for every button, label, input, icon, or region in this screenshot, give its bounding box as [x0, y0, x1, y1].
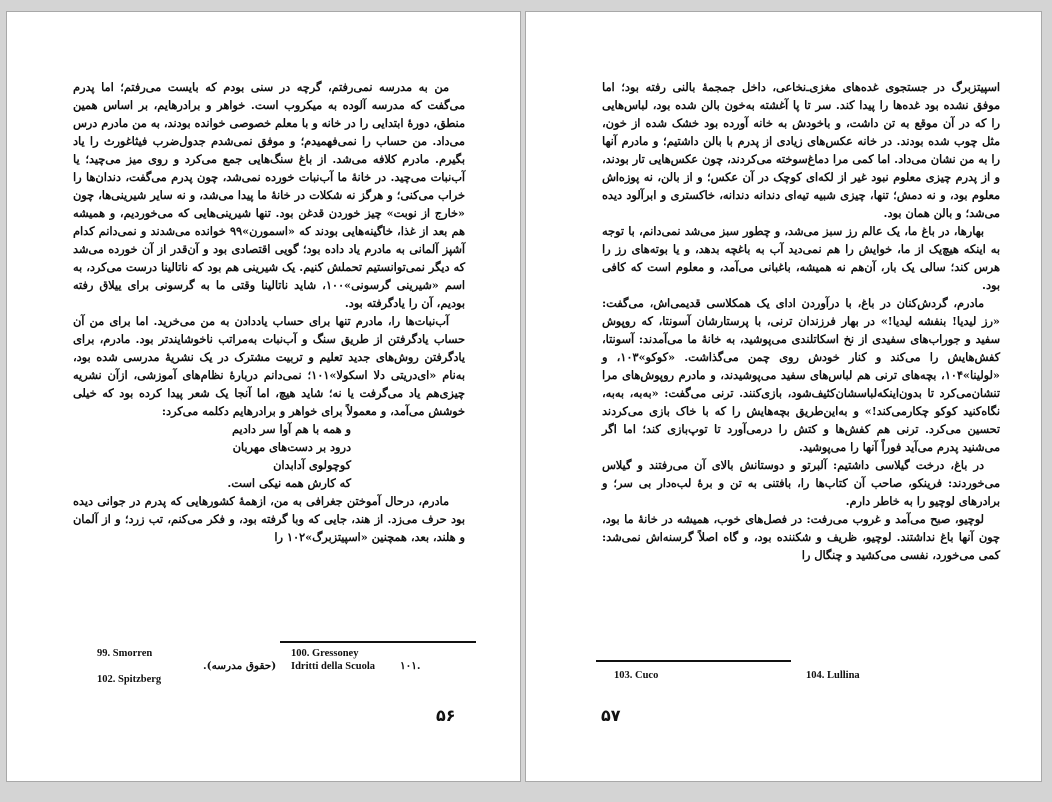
- poem-line: و همه با هم آوا سر دادیم: [232, 422, 351, 436]
- footnote-divider: [596, 660, 791, 662]
- footnote-99: 99. Smorren: [97, 648, 153, 659]
- footnote-101-number: .۱۰۱: [400, 660, 421, 672]
- paragraph: بهارها، در باغ ما، یک عالم رز سبز می‌شد، و چطور سبز می‌شد نمی‌دانم، با توجه به اینکه هیچ‌یک از ما، خوایش را هم نمی‌دید آب به باغچه بدهد، و یا بوته‌های رز را هرس کند؛ سالی یک بار، آن‌هم نه همیشه، باغبانی می‌آمد، و معلوم است که کافی بود.: [602, 224, 1000, 292]
- footnote-100: 100. Gressoney: [291, 648, 359, 659]
- paragraph: مادرم، گردش‌کنان در باغ، با درآوردن ادای یک همکلاسی قدیمی‌اش، می‌گفت: «رز لیدیا! بنفشه لیدیا!» در بهار فرزندان ترنی، با پرستارشان آسونتا، که روپوش سفید و جوراب‌های سفیدی از نخ اسکاتلندی می‌پوشید، به خانهٔ ما می‌آمدند: آسونتا، کفش‌هایش را می‌کند و کنار خودش روی چمن می‌گذاشت. «کوکو»۱۰۳، و «لولینا»۱۰۴، بچه‌های ترنی هم لباس‌های سفید می‌پوشیدند، و مادرم روپوش‌های مرا تنشان‌می‌کرد تا بدون‌اینکه‌لباسشان‌کثیف‌شود، بازی‌کنند. ترنی می‌گفت: «به‌به، به‌به، نگاه‌کنید کوکو چکارمی‌کند!» و به‌این‌طریق بچه‌هایش را که با خاک بازی می‌کردند تحسین می‌کرد. ترنی هم کفش‌ها و کتش را درمی‌آورد تا توپ‌بازی کند؛ اما اگر می‌شنید پدرم می‌آید فوراً آنها را می‌پوشید.: [602, 296, 1000, 454]
- page-57-body: [602, 78, 1000, 564]
- page-number: ۵۶: [436, 706, 456, 725]
- paragraph: اسپیتزبرگ در جستجوی غده‌های مغزی‌ـ‌نخاعی، داخل جمجمهٔ بالنی رفته بود؛ اما موفق نشده بود غده‌ها را پیدا کند. سر تا پا آغشته به‌خون بالن شده بود، لباس‌هایی را که در آن موقع به تن داشت، و باخودش به خانه آورده بود خشک شده از خون، مثل چوب شده بودند. در خانه عکس‌های زیادی از پدرم با بالن داشتیم؛ و مادرم آنها را به من نشان می‌داد. اما کمی مرا دماغ‌سوخته می‌کردند، چون عکس‌هایی تار بودند، و از پدرم چیزی معلوم نبود غیر از لکه‌ای کوچک در آن عکس؛ و از بالن، نه پوزه‌اش معلوم بود، و نه دمش؛ تنها، چیزی شبیه تیه‌ای دندانه دندانه، خاکستری و ابرآلود دیده می‌شد؛ و بالن همان بود.: [602, 80, 1000, 220]
- footnote-102: 102. Spitzberg: [97, 674, 162, 685]
- footnote-101-title: Idritti della Scuola: [291, 661, 376, 672]
- poem: [73, 420, 465, 492]
- page-56-body: [73, 78, 465, 546]
- paragraph: در باغ، درخت گیلاسی داشتیم: آلبرتو و دوستانش بالای آن می‌رفتند و گیلاس می‌خوردند: فرینکو، صاحب آن کتاب‌ها را، بافتنی به تن و برهٔ لب‌ه‌دار بی سر؛ و برادرهای لوچیو را به خاطر دارم.: [602, 458, 1000, 508]
- footnote-104: 104. Lullina: [806, 670, 860, 681]
- paragraph: لوچیو، صبح می‌آمد و غروب می‌رفت: در فصل‌های خوب، همیشه در خانهٔ ما بود، چون آنها باغ نداشتند. لوچیو، ظریف و شکننده بود، و گاه اصلاً گرسنه‌اش نمی‌شد: کمی می‌خورد، نفسی می‌کشید و چنگال را: [602, 512, 1000, 562]
- paragraph: آب‌نبات‌ها را، مادرم تنها برای حساب یاددادن به من می‌خرید. اما برای من آن حساب یادگرفتن از طریق سنگ و آب‌نبات به‌مراتب ناخوشایندتر بود. مادرم، برای یادگرفتن روش‌های جدید تعلیم و تربیت مشترک در یک نشریهٔ مدرسی شده بود، به‌نام «ای‌دریتی دلا اسکولا»۱۰۱؛ نمی‌دانم دربارهٔ نظام‌های آموزشی، ازآن نشریه چیزی‌هم یاد می‌گرفت یا نه؛ شاید هیچ، اما آنجا یک شعر پیدا کرده بود که خیلی خوشش می‌آمد، و معمولاً برای خواهر و برادرهایم دکلمه می‌کرد:: [73, 314, 465, 418]
- poem-line: کوچولوی آدابدان: [273, 458, 351, 472]
- page-number: ۵۷: [601, 706, 621, 725]
- footnote-divider: [280, 641, 476, 643]
- footnote-103: 103. Cuco: [614, 670, 659, 681]
- poem-line: که کارش همه نیکی است.: [227, 476, 351, 490]
- page-57: [525, 11, 1042, 782]
- footnote-101-translation: (حقوق مدرسه).: [203, 660, 277, 672]
- page-56: [6, 11, 521, 782]
- paragraph: مادرم، درحال آموختن جغرافی به من، ازهمهٔ کشورهایی که پدرم در جوانی دیده بود حرف می‌زد. از هند، جایی که وبا گرفته بود، و فکر می‌کنم، تب زرد؛ و از آلمان و هلند، بعد، همچنین «اسپیتزبرگ»۱۰۲ را: [73, 494, 465, 544]
- paragraph: من به مدرسه نمی‌رفتم، گرچه در سنی بودم که بایست می‌رفتم؛ اما پدرم می‌گفت که مدرسه آلوده به میکروب است. خواهر و برادرهایم، بر اساس همین منطق، دورهٔ ابتدایی را در خانه و با معلم خصوصی خوانده بودند، به من مادرم درس می‌داد. من حساب را نمی‌فهمیدم؛ و موفق نمی‌شدم جدول‌ضرب فیثاغورث را یاد بگیرم. مادرم کلافه می‌شد. از باغ سنگ‌هایی جمع می‌کرد و روی میز می‌چید؛ یا آب‌نبات می‌چید. در خانهٔ ما آب‌نبات خورده نمی‌شد، چون پدرم می‌گفت، دندان‌ها را خراب می‌کنی؛ و هرگز نه شکلات در خانهٔ ما پیدا می‌شد، و نه سایر شیرینی‌ها، چون «خارج از نوبت» چیز خوردن قدغن بود. تنها شیرینی‌هایی که می‌خوردیم، و همیشه هم بعد از غذا، خاگینه‌هایی بودند که «اسمورن»۹۹ خوانده می‌شدند و نمی‌دانم کدام آشپز آلمانی به مادرم یاد داده بود؛ گویی اقتصادی بود و آن‌قدر از آن خورده می‌شد که دیگر نمی‌توانستیم تحملش کنیم. یک شیرینی هم بود که ناتالینا درست می‌کرد، به اسم «شیرینی گرسونی»۱۰۰، شاید ناتالینا وقتی ما به گرسونی برای ییلاق رفته بودیم، آن را یادگرفته بود.: [73, 80, 466, 310]
- poem-line: درود بر دست‌های مهربان: [232, 440, 351, 454]
